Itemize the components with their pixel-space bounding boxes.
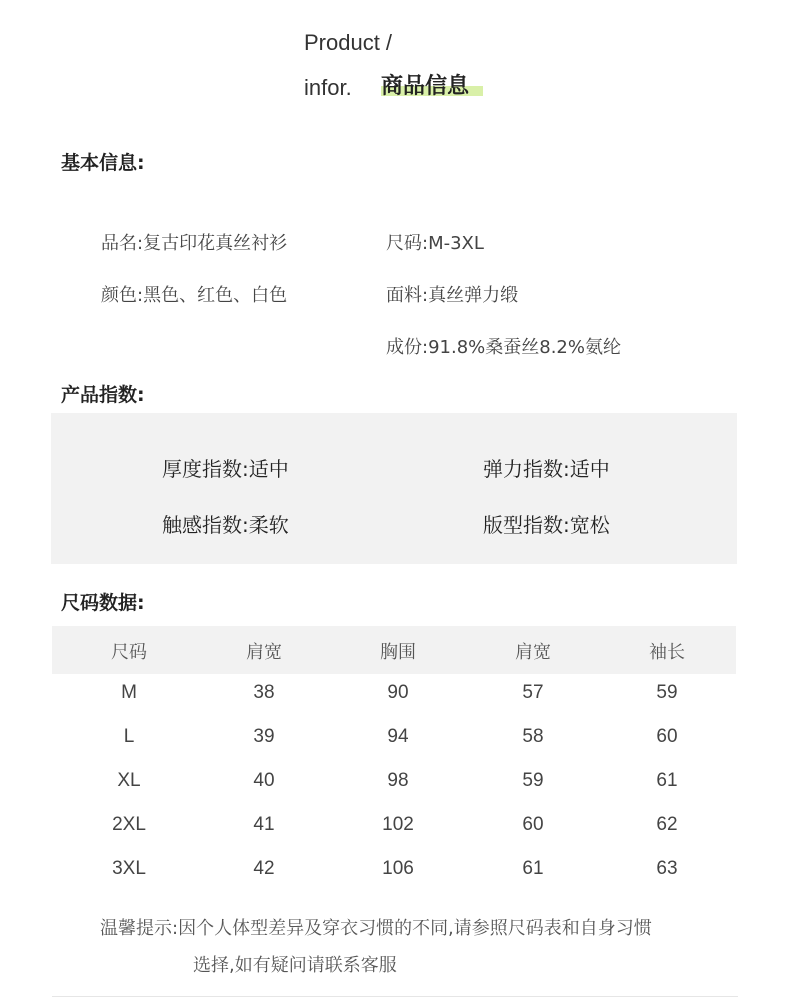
size-data-title: 尺码数据: (61, 592, 145, 614)
product-index-panel (51, 413, 737, 564)
table-header-cell: 肩宽 (246, 642, 282, 663)
table-cell: 60 (656, 726, 678, 747)
thickness-index: 厚度指数:适中 (162, 457, 289, 481)
table-cell: 59 (656, 682, 678, 703)
header-en-line2: infor. (304, 75, 352, 100)
table-cell: 61 (522, 858, 544, 879)
table-cell: 57 (522, 682, 544, 703)
fit-index: 版型指数:宽松 (483, 513, 610, 537)
table-cell: 3XL (112, 858, 146, 879)
table-cell: M (121, 682, 137, 703)
product-color: 颜色:黑色、红色、白色 (101, 285, 288, 306)
page-title: 商品信息 (381, 74, 470, 99)
product-composition: 成份:91.8%桑蚕丝8.2%氨纶 (386, 337, 621, 358)
table-cell: 62 (656, 814, 678, 835)
product-size: 尺码:M-3XL (386, 233, 484, 254)
table-header-cell: 胸围 (380, 642, 416, 663)
table-cell: 61 (656, 770, 678, 791)
table-cell: 59 (522, 770, 544, 791)
table-cell: 106 (382, 858, 414, 879)
product-index-title: 产品指数: (61, 384, 145, 406)
table-header-cell: 肩宽 (515, 642, 551, 663)
tip-line-2: 选择,如有疑问请联系客服 (193, 955, 397, 976)
basic-info-title: 基本信息: (61, 152, 145, 174)
table-cell: XL (117, 770, 141, 791)
table-cell: 102 (382, 814, 414, 835)
bottom-divider (52, 996, 738, 997)
header-en-line1: Product / (304, 30, 393, 55)
table-header-cell: 袖长 (649, 642, 685, 663)
product-fabric: 面料:真丝弹力缎 (386, 285, 519, 306)
table-cell: 63 (656, 858, 678, 879)
table-cell: 90 (387, 682, 409, 703)
table-cell: 60 (522, 814, 544, 835)
touch-index: 触感指数:柔软 (162, 513, 289, 537)
elasticity-index: 弹力指数:适中 (483, 457, 610, 481)
table-cell: 42 (253, 858, 275, 879)
tip-line-1: 温馨提示:因个人体型差异及穿衣习惯的不同,请参照尺码表和自身习惯 (100, 918, 652, 939)
table-cell: 40 (253, 770, 275, 791)
product-name: 品名:复古印花真丝衬衫 (101, 233, 288, 254)
table-cell: 2XL (112, 814, 146, 835)
table-header-cell: 尺码 (111, 642, 147, 663)
table-cell: L (123, 726, 135, 747)
table-cell: 39 (253, 726, 275, 747)
table-cell: 58 (522, 726, 544, 747)
table-cell: 41 (253, 814, 275, 835)
table-cell: 98 (387, 770, 409, 791)
table-cell: 38 (253, 682, 275, 703)
table-cell: 94 (387, 726, 409, 747)
